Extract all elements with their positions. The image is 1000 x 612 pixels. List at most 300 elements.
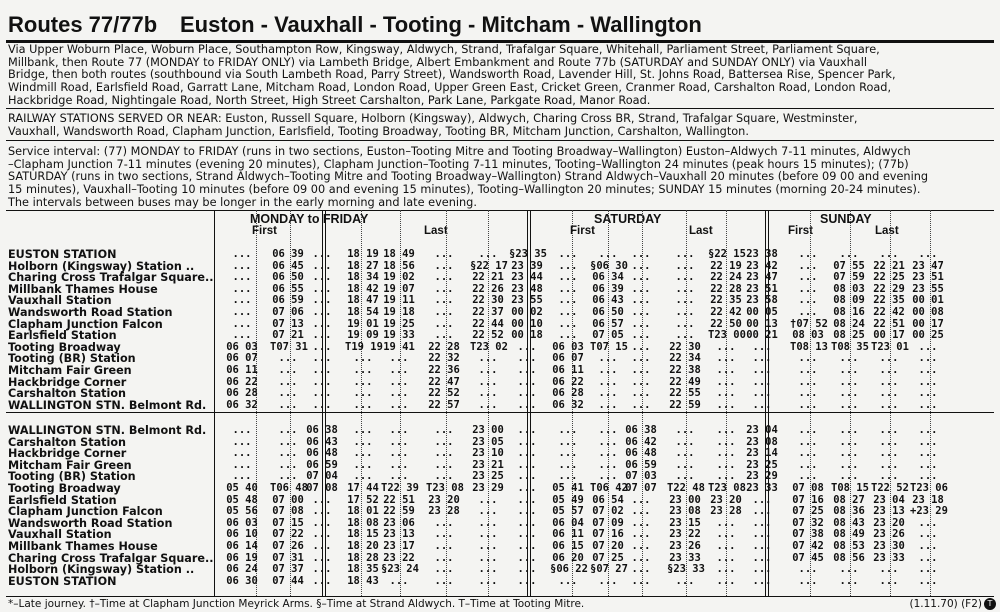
time-cell: 22 36: [428, 364, 460, 376]
time-cell: ...: [312, 551, 332, 564]
header-last: Last: [424, 225, 448, 237]
time-cell: §23 24: [381, 563, 419, 576]
time-cell: 00 21: [746, 329, 778, 342]
time-cell: ...: [389, 398, 409, 411]
time-cell: 23 26: [873, 528, 905, 541]
time-cell: ...: [752, 352, 772, 365]
time-cell: ...: [598, 387, 618, 400]
time-cell: 08 27: [833, 493, 865, 506]
time-cell: ...: [434, 540, 454, 552]
time-cell: ...: [312, 329, 332, 342]
time-cell: ...: [798, 375, 818, 388]
time-cell: 18 15: [347, 528, 379, 541]
time-cell: 07 16: [792, 493, 824, 506]
time-cell: 22 19: [710, 259, 742, 272]
time-cell: 00 02: [511, 306, 543, 318]
time-cell: ...: [798, 364, 818, 376]
time-cell: 06 24: [226, 563, 258, 576]
time-cell: ...: [312, 248, 332, 260]
time-cell: 07 07: [625, 482, 657, 494]
time-cell: ...: [631, 340, 651, 353]
time-cell: T23 02: [470, 340, 508, 353]
time-cell: 07 08: [306, 482, 338, 494]
time-cell: ...: [278, 458, 298, 471]
station-name: WALLINGTON STN. Belmont Rd.: [8, 398, 207, 412]
time-cell: 00 17: [873, 329, 905, 342]
time-cell: 23 18: [912, 493, 944, 506]
time-cell: ...: [312, 574, 332, 587]
time-cell: 06 11: [552, 528, 584, 541]
time-cell: ...: [716, 398, 736, 411]
time-cell: 08 49: [833, 528, 865, 541]
station-name: Carshalton Station: [8, 435, 126, 449]
time-cell: 06 32: [552, 398, 584, 411]
time-cell: T22 52: [871, 482, 909, 494]
time-cell: ...: [675, 574, 695, 587]
time-cell: 07 00: [272, 493, 304, 506]
time-cell: 07 25: [792, 505, 824, 518]
time-cell: ...: [598, 574, 618, 587]
header-last: Last: [875, 225, 899, 237]
time-cell: 07 44: [272, 574, 304, 587]
time-cell: ...: [278, 447, 298, 460]
time-cell: 08 43: [833, 516, 865, 529]
divider: [6, 140, 994, 141]
time-cell: ...: [389, 364, 409, 376]
time-cell: 19 25: [383, 317, 415, 330]
time-cell: 08 03: [792, 329, 824, 342]
station-name: Clapham Junction Falcon: [8, 317, 163, 331]
time-cell: ...: [631, 352, 651, 365]
time-cell: 23 25: [746, 458, 778, 471]
time-cell: ...: [631, 259, 651, 272]
time-cell: 23 20: [710, 493, 742, 506]
time-cell: 06 28: [552, 387, 584, 400]
time-cell: 22 44: [472, 317, 504, 330]
time-cell: 08 53: [833, 540, 865, 552]
time-cell: T23 08: [426, 482, 464, 494]
time-cell: ...: [389, 447, 409, 460]
station-name: EUSTON STATION: [8, 248, 117, 261]
time-cell: ...: [879, 352, 899, 365]
time-cell: ...: [918, 458, 938, 471]
station-name: Carshalton Station: [8, 387, 126, 401]
time-cell: 08 56: [833, 551, 865, 564]
time-cell: ...: [353, 398, 373, 411]
time-cell: 23 14: [746, 447, 778, 460]
time-cell: ...: [478, 387, 498, 400]
time-cell: ...: [389, 435, 409, 448]
time-cell: ...: [232, 470, 252, 483]
time-cell: ...: [798, 424, 818, 436]
time-cell: ...: [631, 294, 651, 307]
time-cell: ...: [798, 306, 818, 318]
time-cell: 22 55: [669, 387, 701, 400]
time-cell: ...: [312, 375, 332, 388]
time-cell: ...: [716, 458, 736, 471]
time-cell: ...: [752, 398, 772, 411]
time-cell: 07 06: [272, 306, 304, 318]
time-cell: 23 25: [472, 470, 504, 483]
time-cell: ...: [631, 248, 651, 260]
time-cell: ...: [478, 364, 498, 376]
station-name: Vauxhall Station: [8, 528, 112, 542]
time-cell: ...: [631, 271, 651, 284]
time-cell: ...: [631, 398, 651, 411]
time-cell: ...: [918, 424, 938, 436]
timetable-top-rule: [6, 210, 994, 211]
time-cell: 18 47: [347, 294, 379, 307]
time-cell: ...: [478, 540, 498, 552]
time-cell: 06 03: [226, 516, 258, 529]
time-cell: ...: [353, 470, 373, 483]
time-cell: T23 00: [708, 329, 746, 342]
time-cell: ...: [389, 574, 409, 587]
time-cell: 19 41: [383, 340, 415, 353]
time-cell: ...: [278, 398, 298, 411]
time-cell: 23 47: [912, 259, 944, 272]
time-cell: ...: [598, 352, 618, 365]
time-cell: 23 13: [873, 505, 905, 518]
time-cell: ...: [558, 329, 578, 342]
time-cell: ...: [752, 493, 772, 506]
time-cell: ...: [478, 563, 498, 576]
time-cell: 22 47: [428, 375, 460, 388]
service-line: 15 minutes), Vauxhall–Tooting 10 minutes (before 09 00 and evening 15 minutes), Tooting–Wallington 20 minutes; SUNDAY 15 minutes (morning 20-24 minutes).: [8, 183, 921, 197]
time-cell: ...: [631, 329, 651, 342]
time-cell: ...: [312, 540, 332, 552]
time-cell: 06 38: [625, 424, 657, 436]
time-cell: ...: [434, 528, 454, 541]
time-cell: 23 13: [383, 528, 415, 541]
time-cell: ...: [389, 387, 409, 400]
time-cell: 06 42: [625, 435, 657, 448]
time-cell: 18 20: [347, 540, 379, 552]
station-name: Earlsfield Station: [8, 493, 117, 507]
time-cell: ...: [918, 340, 938, 353]
time-cell: ...: [798, 352, 818, 365]
time-cell: ...: [839, 387, 859, 400]
time-cell: 07 13: [272, 317, 304, 330]
time-cell: ...: [879, 364, 899, 376]
time-cell: 07 20: [592, 540, 624, 552]
time-cell: 23 06: [383, 516, 415, 529]
station-name: Holborn (Kingsway) Station ..: [8, 259, 195, 273]
time-cell: ...: [558, 317, 578, 330]
time-cell: ...: [558, 294, 578, 307]
time-cell: 23 48: [511, 282, 543, 295]
time-cell: ...: [517, 352, 537, 365]
time-cell: ...: [478, 352, 498, 365]
time-cell: ...: [752, 364, 772, 376]
time-cell: 23 00: [669, 493, 701, 506]
time-cell: T06 42: [590, 482, 628, 494]
time-cell: ...: [752, 516, 772, 529]
time-cell: ...: [478, 398, 498, 411]
time-cell: 23 20: [873, 516, 905, 529]
time-cell: 22 29: [873, 282, 905, 295]
time-cell: ...: [517, 505, 537, 518]
time-cell: ...: [839, 574, 859, 587]
stations-line: RAILWAY STATIONS SERVED OR NEAR: Euston, Russell Square, Holborn (Kingsway), Aldwych, Charing Cross BR, Strand, Trafalgar Square, Westminster,: [8, 112, 858, 125]
time-cell: 23 44: [511, 271, 543, 284]
time-cell: ...: [918, 574, 938, 587]
time-cell: 05 41: [552, 482, 584, 494]
time-cell: ...: [631, 306, 651, 318]
time-cell: 23 22: [669, 528, 701, 541]
time-cell: ...: [517, 375, 537, 388]
time-cell: ...: [312, 505, 332, 518]
time-cell: §23 33: [667, 563, 705, 576]
time-cell: 18 54: [347, 306, 379, 318]
time-cell: 18 35: [347, 563, 379, 576]
time-cell: ...: [389, 375, 409, 388]
time-cell: 07 16: [592, 528, 624, 541]
time-cell: ...: [598, 398, 618, 411]
time-cell: 06 39: [272, 248, 304, 260]
time-cell: ...: [918, 364, 938, 376]
time-cell: ...: [558, 282, 578, 295]
time-cell: 19 02: [383, 271, 415, 284]
time-cell: 18 43: [347, 574, 379, 587]
time-cell: 06 14: [226, 540, 258, 552]
header-sunday: SUNDAY: [820, 212, 872, 226]
time-cell: 06 10: [226, 528, 258, 541]
time-cell: †07 52: [790, 317, 828, 330]
time-cell: ...: [675, 248, 695, 260]
time-cell: ...: [752, 540, 772, 552]
time-cell: 06 59: [625, 458, 657, 471]
time-cell: ...: [879, 375, 899, 388]
time-cell: ...: [631, 387, 651, 400]
time-cell: ...: [879, 458, 899, 471]
time-cell: 22 51: [383, 493, 415, 506]
time-cell: ...: [839, 563, 859, 576]
time-cell: 22 28: [710, 282, 742, 295]
time-cell: 22 52: [428, 387, 460, 400]
time-cell: 23 51: [912, 271, 944, 284]
time-cell: ...: [434, 563, 454, 576]
time-cell: ...: [716, 387, 736, 400]
time-cell: 23 08: [746, 435, 778, 448]
time-cell: ...: [434, 574, 454, 587]
time-cell: ...: [434, 458, 454, 471]
time-cell: ...: [232, 317, 252, 330]
time-cell: 23 29: [472, 482, 504, 494]
time-cell: ...: [353, 387, 373, 400]
time-cell: ...: [312, 364, 332, 376]
time-cell: ...: [478, 574, 498, 587]
time-cell: ...: [558, 259, 578, 272]
time-cell: 00 13: [746, 317, 778, 330]
time-cell: ...: [353, 364, 373, 376]
time-cell: ...: [517, 563, 537, 576]
time-cell: ...: [478, 248, 498, 260]
time-cell: 23 15: [669, 516, 701, 529]
time-cell: 07 26: [272, 540, 304, 552]
time-cell: ...: [434, 551, 454, 564]
time-cell: ...: [675, 424, 695, 436]
time-cell: ...: [716, 551, 736, 564]
time-cell: ...: [389, 458, 409, 471]
time-cell: ...: [312, 306, 332, 318]
time-cell: 06 04: [552, 516, 584, 529]
route-name: Euston - Vauxhall - Tooting - Mitcham - Wallington: [180, 12, 702, 37]
time-cell: T08 13: [790, 340, 828, 353]
time-cell: 22 32: [428, 352, 460, 365]
time-cell: ...: [389, 470, 409, 483]
time-cell: ...: [353, 435, 373, 448]
time-cell: ...: [752, 563, 772, 576]
time-cell: §07 27: [590, 563, 628, 576]
time-cell: ...: [558, 574, 578, 587]
time-cell: ...: [558, 447, 578, 460]
time-cell: 22 49: [669, 375, 701, 388]
time-cell: 22 30: [472, 294, 504, 307]
time-cell: 22 52: [472, 329, 504, 342]
time-cell: ...: [879, 470, 899, 483]
time-cell: ...: [434, 424, 454, 436]
time-cell: ...: [278, 424, 298, 436]
time-cell: ...: [353, 375, 373, 388]
time-cell: ...: [312, 271, 332, 284]
time-cell: 22 26: [472, 282, 504, 295]
station-name: WALLINGTON STN. Belmont Rd.: [8, 424, 207, 437]
time-cell: ...: [798, 294, 818, 307]
time-cell: 06 19: [226, 551, 258, 564]
time-cell: ...: [918, 551, 938, 564]
time-cell: 23 17: [383, 540, 415, 552]
time-cell: 06 43: [306, 435, 338, 448]
time-cell: ...: [232, 306, 252, 318]
time-cell: ...: [839, 398, 859, 411]
time-cell: 22 30: [669, 340, 701, 353]
time-cell: 07 08: [272, 505, 304, 518]
service-line: Service interval: (77) MONDAY to FRIDAY (runs in two sections, Euston–Tooting Mitre and Tooting Broadway–Wallington) Euston–Aldwych 7-11 minutes, Aldwych: [8, 145, 911, 158]
time-cell: 22 42: [710, 306, 742, 318]
time-cell: 19 18: [383, 306, 415, 318]
time-cell: 18 56: [383, 259, 415, 272]
time-cell: 06 20: [552, 551, 584, 564]
time-cell: ...: [232, 248, 252, 260]
time-cell: ...: [312, 259, 332, 272]
time-cell: 23 51: [746, 282, 778, 295]
time-cell: ...: [675, 294, 695, 307]
time-cell: 19 07: [383, 282, 415, 295]
time-cell: 23 55: [912, 282, 944, 295]
time-cell: ...: [353, 424, 373, 436]
time-cell: ...: [353, 447, 373, 460]
time-cell: ...: [675, 435, 695, 448]
time-cell: ...: [232, 259, 252, 272]
time-cell: ...: [312, 516, 332, 529]
time-cell: ...: [716, 470, 736, 483]
time-cell: ...: [478, 551, 498, 564]
time-cell: ...: [918, 470, 938, 483]
time-cell: 23 08: [669, 505, 701, 518]
time-cell: 06 59: [272, 294, 304, 307]
time-cell: ...: [232, 447, 252, 460]
time-cell: ...: [716, 516, 736, 529]
time-cell: ...: [434, 248, 454, 260]
direction-divider: [6, 412, 994, 413]
time-cell: ...: [798, 248, 818, 260]
time-cell: 22 59: [383, 505, 415, 518]
time-cell: ...: [517, 551, 537, 564]
time-cell: ...: [278, 364, 298, 376]
time-cell: ...: [918, 375, 938, 388]
time-cell: ...: [879, 435, 899, 448]
header-saturday: SATURDAY: [594, 212, 662, 226]
time-cell: ...: [558, 470, 578, 483]
time-cell: 06 15: [552, 540, 584, 552]
station-name: Wandsworth Road Station: [8, 306, 173, 319]
time-cell: 07 31: [272, 551, 304, 564]
time-cell: §22 17: [470, 259, 508, 272]
header-first: First: [252, 225, 277, 237]
time-cell: 06 50: [592, 306, 624, 318]
time-cell: ...: [716, 364, 736, 376]
time-cell: T06 48: [270, 482, 308, 494]
station-name: Mitcham Fair Green: [8, 458, 132, 472]
time-cell: ...: [716, 375, 736, 388]
time-cell: ...: [353, 458, 373, 471]
time-cell: ...: [232, 458, 252, 471]
header-first: First: [788, 225, 813, 237]
time-cell: ...: [434, 317, 454, 330]
time-cell: ...: [434, 282, 454, 295]
timetable-bottom-rule: [6, 596, 994, 597]
time-cell: 06 07: [552, 352, 584, 365]
time-cell: ...: [312, 493, 332, 506]
time-cell: 23 10: [472, 447, 504, 460]
time-cell: ...: [675, 259, 695, 272]
divider: [6, 108, 994, 109]
time-cell: 19 09: [347, 329, 379, 342]
time-cell: 23 26: [669, 540, 701, 552]
time-cell: ...: [517, 398, 537, 411]
time-cell: ...: [312, 528, 332, 541]
stations-line: Vauxhall, Wandsworth Road, Clapham Junction, Earlsfield, Tooting Broadway, Tooting BR, Mitcham Junction, Carshalton, Wallington.: [8, 124, 749, 138]
time-cell: ...: [353, 352, 373, 365]
time-cell: ...: [312, 317, 332, 330]
time-cell: ...: [716, 540, 736, 552]
time-cell: 00 10: [511, 317, 543, 330]
time-cell: ...: [278, 435, 298, 448]
time-cell: 23 29: [746, 470, 778, 483]
time-cell: 22 38: [669, 364, 701, 376]
time-cell: 05 48: [226, 493, 258, 506]
time-cell: ...: [312, 398, 332, 411]
time-cell: 19 33: [383, 329, 415, 342]
station-name: Millbank Thames House: [8, 540, 158, 553]
via-line: Hackbridge Road, Nightingale Road, North Street, High Street Carshalton, Park Lane, Parkgate Road, Manor Road.: [8, 93, 651, 107]
time-cell: ...: [798, 574, 818, 587]
time-cell: ...: [716, 574, 736, 587]
date-code: (1.11.70) (F2): [909, 598, 982, 610]
time-cell: ...: [598, 248, 618, 260]
time-cell: 05 40: [226, 482, 258, 494]
time-cell: ...: [798, 387, 818, 400]
service-line: SATURDAY (runs in two sections, Strand Aldwych–Tooting Mitre and Tooting Broadway–Wallington) Strand Aldwych–Vauxhall 20 minutes (before 09 00 and evening: [8, 170, 929, 184]
time-cell: 08 25: [833, 329, 865, 342]
station-name: Wandsworth Road Station: [8, 516, 173, 530]
station-name: Holborn (Kingsway) Station ..: [8, 563, 195, 577]
time-cell: ...: [434, 447, 454, 460]
time-cell: 22 51: [873, 317, 905, 330]
time-cell: 17 52: [347, 493, 379, 506]
time-cell: 23 05: [472, 435, 504, 448]
